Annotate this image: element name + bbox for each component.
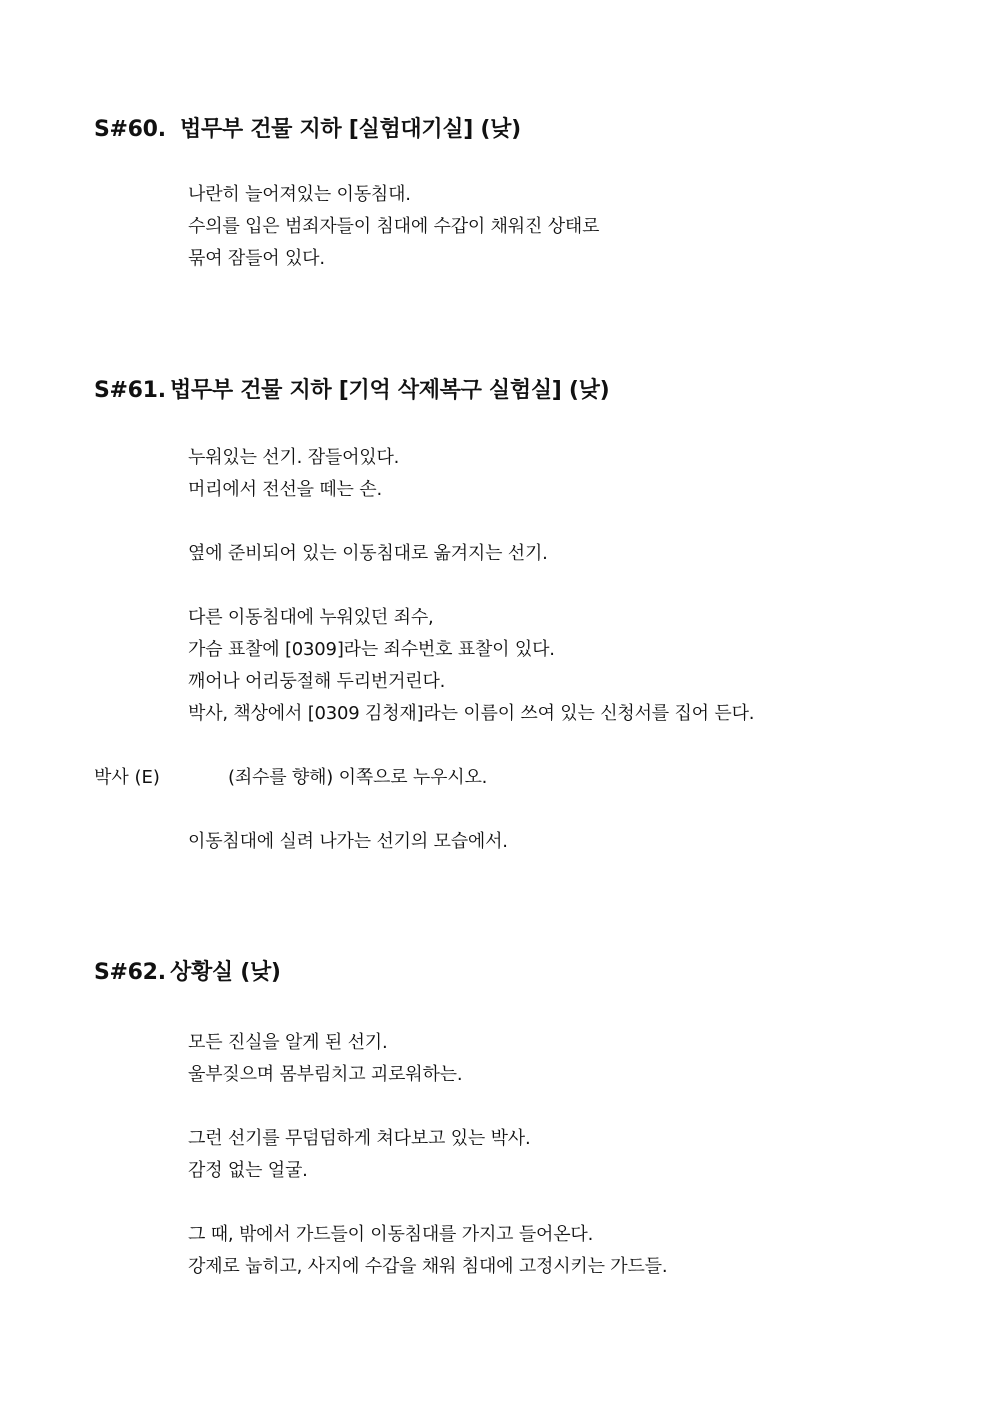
scene-number: S#61. xyxy=(94,378,166,403)
scene-number: S#60. xyxy=(94,117,166,142)
action-line: 다른 이동침대에 누워있던 죄수, xyxy=(188,607,434,628)
action-line: 그 때, 밖에서 가드들이 이동침대를 가지고 들어온다. xyxy=(188,1224,594,1245)
action-line: 묶여 잠들어 있다. xyxy=(188,248,325,269)
scene-heading-61 xyxy=(94,376,609,406)
action-line: 강제로 눕히고, 사지에 수갑을 채워 침대에 고정시키는 가드들. xyxy=(188,1256,668,1277)
action-line: 누워있는 선기. 잠들어있다. xyxy=(188,447,400,468)
dialogue-speaker: 박사 (E) xyxy=(94,767,160,788)
action-line: 감정 없는 얼굴. xyxy=(188,1160,308,1181)
scene-title: 법무부 건물 지하 [실험대기실] (낮) xyxy=(180,117,521,142)
action-line: 울부짖으며 몸부림치고 괴로워하는. xyxy=(188,1064,463,1085)
action-line: 머리에서 전선을 떼는 손. xyxy=(188,479,382,500)
scene-title: 상황실 (낮) xyxy=(170,960,281,985)
action-line: 옆에 준비되어 있는 이동침대로 옮겨지는 선기. xyxy=(188,543,548,564)
scene-title: 법무부 건물 지하 [기억 삭제복구 실험실] (낮) xyxy=(170,378,610,403)
scene-number: S#62. xyxy=(94,960,166,985)
action-line: 나란히 늘어져있는 이동침대. xyxy=(188,184,411,205)
action-line: 깨어나 어리둥절해 두리번거린다. xyxy=(188,671,446,692)
scene-heading-60 xyxy=(94,115,521,145)
action-line: 모든 진실을 알게 된 선기. xyxy=(188,1032,388,1053)
scene-heading-62 xyxy=(94,958,281,988)
action-line: 가슴 표찰에 [0309]라는 죄수번호 표찰이 있다. xyxy=(188,639,555,660)
action-line: 박사, 책상에서 [0309 김청재]라는 이름이 쓰여 있는 신청서를 집어 든다. xyxy=(188,703,755,724)
dialogue-text: (죄수를 향해) 이쪽으로 누우시오. xyxy=(228,767,488,788)
action-line: 그런 선기를 무덤덤하게 쳐다보고 있는 박사. xyxy=(188,1128,531,1149)
action-line: 이동침대에 실려 나가는 선기의 모습에서. xyxy=(188,831,508,852)
action-line: 수의를 입은 범죄자들이 침대에 수갑이 채워진 상태로 xyxy=(188,216,600,237)
